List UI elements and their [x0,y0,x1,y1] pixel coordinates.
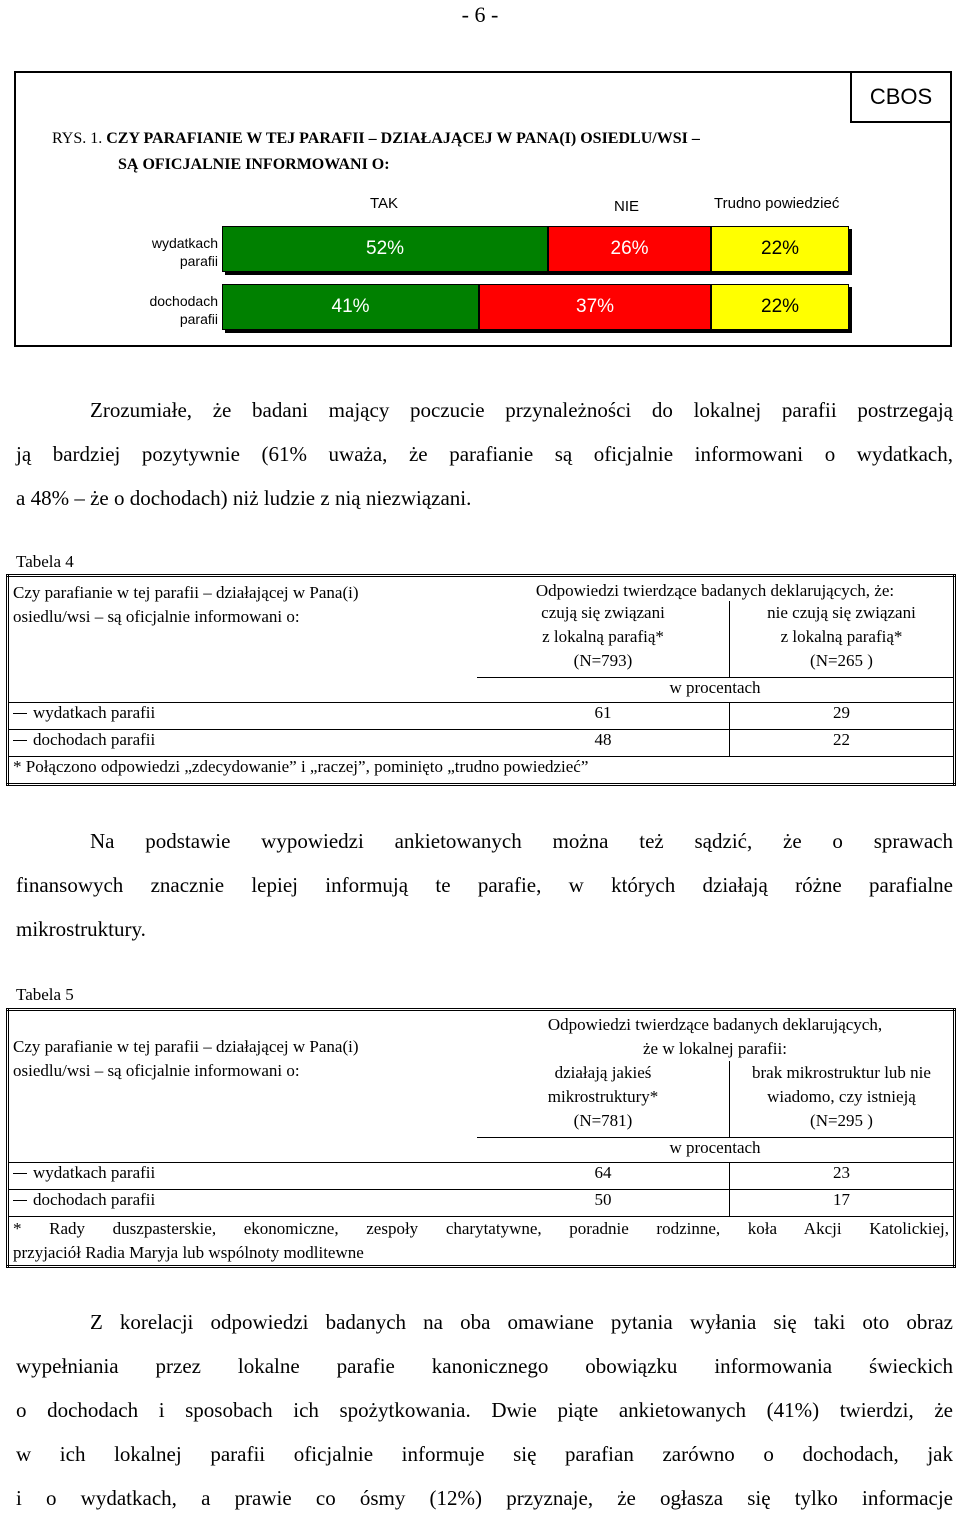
table4-col1-header [477,601,730,678]
table4-caption: Tabela 4 [16,552,74,571]
table4-group-header: Odpowiedzi twierdzące badanych deklarujących, że: [535,581,895,600]
table4-row1-v2: 29 [730,702,955,729]
table5-group-header-l2: że w lokalnej parafii: [643,1039,787,1058]
bar-segment-tak: 41% [222,284,479,330]
para3-line1: Z korelacji odpowiedzi badanych na oba omawiane pytania wyłania się taki oto obraz [90,1310,953,1334]
bar-wydatkach [222,226,849,272]
para3-line5: i o wydatkach, a prawie co ósmy (12%) przyznaje, że ogłasza się tylko informacje [16,1486,953,1510]
bar-dochodach [222,284,849,330]
figure-title-prefix: RYS. 1. [52,130,103,147]
para3-line2: wypełniania przez lokalne parafie kanonicznego obowiązku informowania świeckich [16,1354,953,1378]
bar-segment-trudno-powiedziec: 22% [711,284,849,330]
table5-row2-v2: 17 [730,1189,955,1216]
table5-footnote [8,1216,955,1266]
table5-caption: Tabela 5 [16,985,74,1004]
table5-row1-label [8,1162,478,1189]
table5-question-l2: osiedlu/wsi – są oficjalnie informowani o: [13,1061,300,1080]
table4-col2-l3: (N=265 ) [810,651,873,670]
bar-label-wydatkach: wydatkach parafii [151,235,218,269]
para3-line4: w ich lokalnej parafii oficjalnie informuje się parafian zarówno o dochodach, jak [16,1442,953,1466]
table4-row1-label-text: wydatkach parafii [33,702,156,722]
table5-row2-label-text: dochodach parafii [33,1189,156,1209]
bar-segment-trudno-powiedziec: 22% [711,226,849,272]
table5-row1-v1: 64 [477,1162,730,1189]
bar-segment-tak: 52% [222,226,548,272]
table4-row2-label-text: dochodach parafii [33,729,156,749]
table5-footnote-l1: * Rady duszpasterskie, ekonomiczne, zespoły charytatywne, poradnie rodzinne, koła Akcji Katolickiej, [13,1218,949,1238]
table5-col2-header [730,1061,955,1138]
table4-row2-label [8,729,478,756]
para1-line3: a 48% – że o dochodach) niż ludzie z nią niezwiązani. [16,486,472,510]
page-number: - 6 - [461,2,499,27]
paragraph-1 [16,388,953,520]
table5-question-l1: Czy parafianie w tej parafii – działającej w Pana(i) [13,1037,359,1056]
figure-title-line1: CZY PARAFIANIE W TEJ PARAFII – DZIAŁAJĄCEJ W PANA(I) OSIEDLU/WSI – [106,130,700,147]
table4-col1-l3: (N=793) [573,651,633,670]
table4-col2-l2: z lokalną parafią* [780,627,903,646]
table4-col2-header [730,601,955,678]
table5-row1-v2: 23 [730,1162,955,1189]
table5-col1-header [477,1061,730,1138]
para1-line2: ją bardziej pozytywnie (61% uważa, że parafianie są oficjalnie informowani o wydatkach, [16,442,953,466]
table4-question [8,576,478,678]
table4-question-l1: Czy parafianie w tej parafii – działającej w Pana(i) [13,583,359,602]
legend-tak: TAK [370,195,399,212]
table5-row2-v1: 50 [477,1189,730,1216]
para2-line1: Na podstawie wypowiedzi ankietowanych można też sądzić, że o sprawach [90,829,953,853]
table4-col2-l1: nie czują się związani [767,603,916,622]
table5-question [8,1010,478,1138]
table4-row1-v1: 61 [477,702,730,729]
table4-row2-v2: 22 [730,729,955,756]
table5-col2-l2: wiadomo, czy istnieją [767,1087,916,1106]
table4-unit: w procentach [477,678,955,703]
table5-group-header [477,1010,955,1062]
table4-col1-l1: czują się związani [541,603,665,622]
para2-line2: finansowych znacznie lepiej informują te parafie, w których działają różne parafialne [16,873,953,897]
paragraph-2 [16,819,953,951]
table5-unit: w procentach [477,1138,955,1163]
table4-question-l2: osiedlu/wsi – są oficjalnie informowani o: [13,607,300,626]
table5-footnote-l2: przyjaciół Radia Maryja lub wspólnoty modlitewne [13,1242,364,1262]
bar-segment-nie: 37% [479,284,711,330]
table5-col1-l3: (N=781) [573,1111,633,1130]
table5-col2-l3: (N=295 ) [810,1111,873,1130]
table4-row2-v1: 48 [477,729,730,756]
bar-label-dochodach: dochodach parafii [149,293,218,327]
figure-title-line2: SĄ OFICJALNIE INFORMOWANI O: [118,156,390,173]
table5-row2-label [8,1189,478,1216]
figure-title [52,126,700,178]
legend-trudno: Trudno powiedzieć [714,195,840,212]
bar-segment-nie: 26% [548,226,711,272]
table5-col2-l1: brak mikrostruktur lub nie [752,1063,931,1082]
cbos-label: CBOS [850,71,952,123]
table5-row1-label-text: wydatkach parafii [33,1162,156,1182]
table4 [6,574,956,786]
para1-line1: Zrozumiałe, że badani mający poczucie przynależności do lokalnej parafii postrzegają [90,398,953,422]
table5 [6,1008,956,1268]
para3-line3: o dochodach i sposobach ich spożytkowania. Dwie piąte ankietowanych (41%) twierdzi, że [16,1398,953,1422]
table5-group-header-l1: Odpowiedzi twierdzące badanych deklarujących, [547,1015,883,1034]
table4-col1-l2: z lokalną parafią* [542,627,664,646]
table5-col1-l2: mikrostruktury* [547,1087,659,1106]
legend-nie: NIE [614,198,640,215]
paragraph-3 [16,1300,953,1520]
table4-row1-label [8,702,478,729]
table4-footnote: * Połączono odpowiedzi „zdecydowanie” i „raczej”, pominięto „trudno powiedzieć” [8,756,955,784]
para2-line3: mikrostruktury. [16,917,146,941]
table5-col1-l1: działają jakieś [554,1063,652,1082]
